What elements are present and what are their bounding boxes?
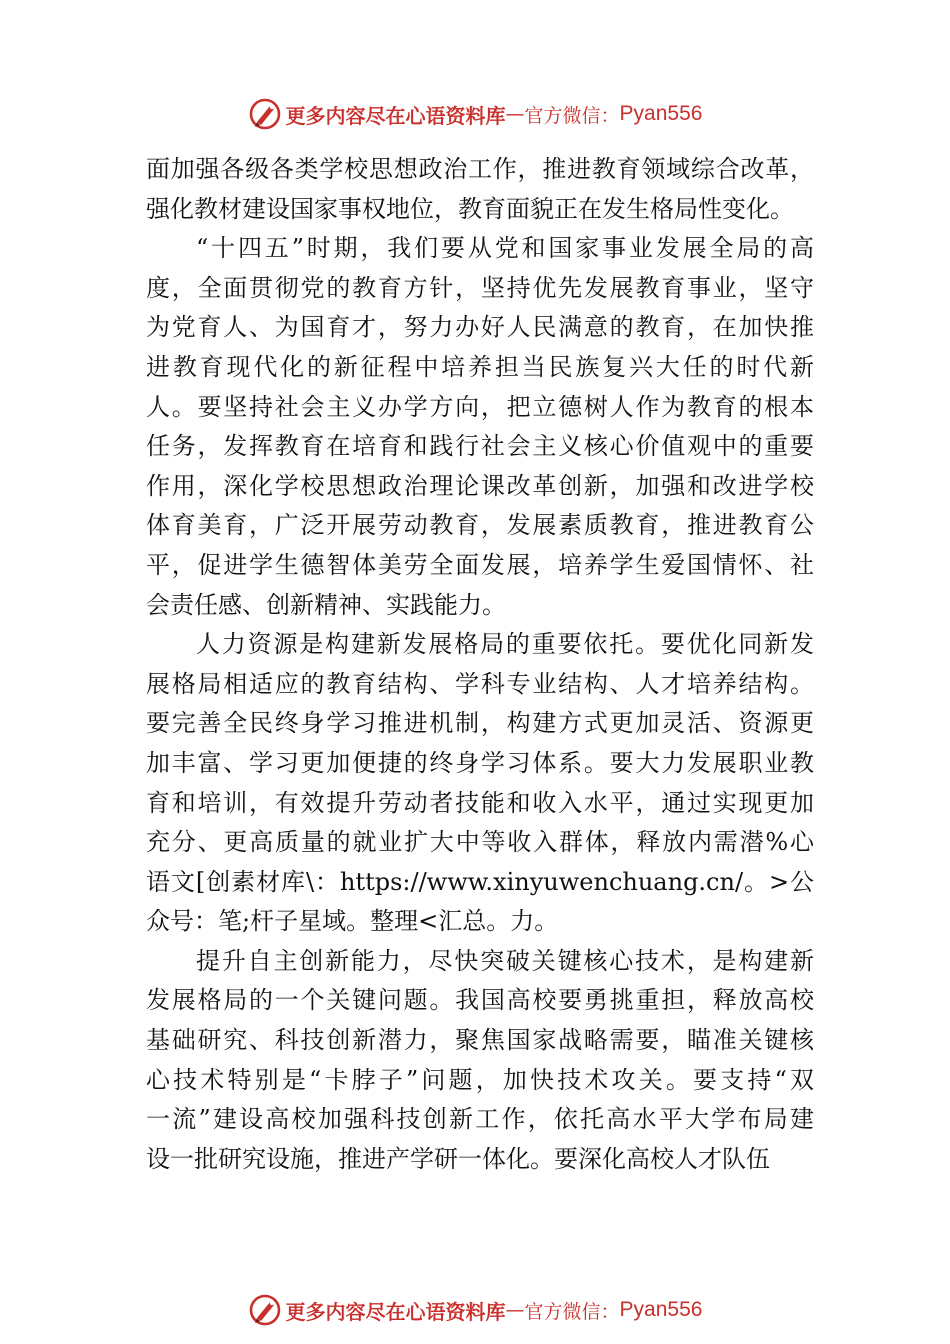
text-line: 面加强各级各类学校思想政治工作，推进教育领域综合改革， [146,155,814,183]
pen-logo-icon [248,97,282,131]
banner-wechat-id: Pyan556 [619,1298,703,1321]
text-line: 进教育现代化的新征程中培养担当民族复兴大任的时代新 [146,352,814,381]
text-line: 心技术特别是“卡脖子”问题，加快技术攻关。要支持“双 [146,1065,814,1094]
paragraph [146,625,814,942]
text-line: 设一批研究设施，推进产学研一体化。要深化高校人才队伍 [146,1144,770,1173]
text-line: 提升自主创新能力，尽快突破关键核心技术，是构建新 [196,946,814,975]
text-line: 度，全面贯彻党的教育方针，坚持优先发展教育事业，坚守 [146,273,814,302]
text-line: 展格局相适应的教育结构、学科专业结构、人才培养结构。 [146,669,814,698]
text-line: 一流”建设高校加强科技创新工作，依托高水平大学布局建 [146,1105,814,1134]
banner-title: 更多内容尽在心语资料库 [285,1299,506,1324]
text-line: 加丰富、学习更加便捷的终身学习体系。要大力发展职业教 [146,748,814,777]
paragraph [146,150,814,229]
text-line: 平，促进学生德智体美劳全面发展，培养学生爱国情怀、社 [146,550,814,579]
pen-logo-icon [248,1293,282,1327]
footer-banner [0,1288,950,1332]
banner-dash: — [505,1299,525,1321]
paragraph [146,229,814,625]
text-line: 语文[创素材库\：https://www.xinyuwenchuang.cn/。>公 [146,867,814,896]
paragraph [146,942,814,1180]
text-line: 充分、更高质量的就业扩大中等收入群体，释放内需潜%心 [146,828,814,857]
text-line: 发展格局的一个关键问题。我国高校要勇挑重担，释放高校 [146,986,814,1015]
text-line: 任务，发挥教育在培育和践行社会主义核心价值观中的重要 [146,432,814,461]
banner-wechat-id: Pyan556 [619,102,703,125]
text-line: 作用，深化学校思想政治理论课改革创新，加强和改进学校 [146,471,814,500]
banner-dash: — [505,103,525,125]
text-line: 众号：笔;杆子星域。整理<汇总。力。 [146,907,559,936]
text-line: 为党育人、为国育才，努力办好人民满意的教育，在加快推 [146,313,814,342]
banner-title: 更多内容尽在心语资料库 [285,103,506,128]
text-line: 人。要坚持社会主义办学方向，把立德树人作为教育的根本 [146,392,814,421]
text-line: “十四五”时期，我们要从党和国家事业发展全局的高 [196,234,814,263]
header-banner [0,92,950,136]
text-line: 会责任感、创新精神、实践能力。 [146,590,506,619]
text-line: 要完善全民终身学习推进机制，构建方式更加灵活、资源更 [146,709,814,738]
text-line: 人力资源是构建新发展格局的重要依托。要优化同新发 [196,630,814,659]
banner-wechat-label: 官方微信： [524,1300,620,1323]
text-line: 基础研究、科技创新潜力，聚焦国家战略需要，瞄准关键核 [146,1026,814,1055]
document-body [146,150,814,1179]
text-line: 强化教材建设国家事权地位，教育面貌正在发生格局性变化。 [146,194,794,223]
text-line: 体育美育，广泛开展劳动教育，发展素质教育，推进教育公 [146,511,814,540]
text-line: 育和培训，有效提升劳动者技能和收入水平，通过实现更加 [146,788,814,817]
banner-wechat-label: 官方微信： [524,104,620,127]
